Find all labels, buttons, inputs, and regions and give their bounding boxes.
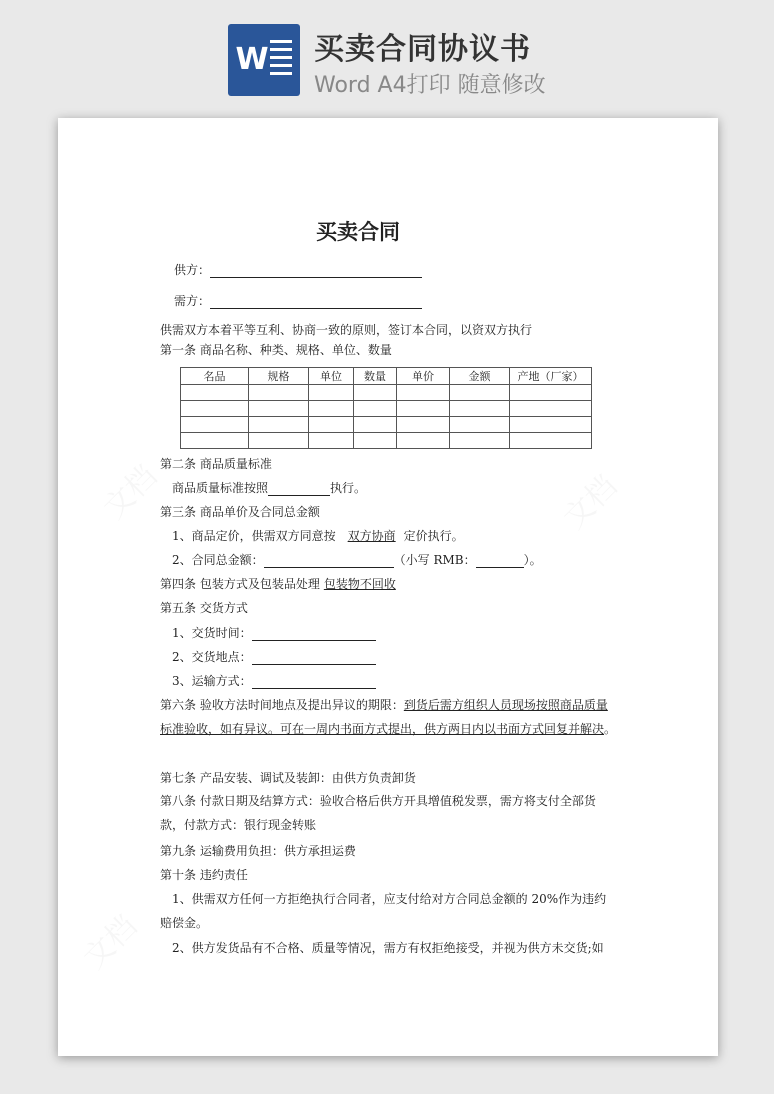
article-4 — [160, 576, 406, 592]
pricing-label: 1、商品定价，供需双方同意按 — [172, 529, 336, 543]
article-3-item-2 — [172, 552, 542, 568]
intro-text: 供需双方本着平等互利、协商一致的原则，签订本合同，以资双方执行 — [160, 323, 533, 337]
document-page — [58, 118, 718, 1056]
table-header: 单价 — [397, 368, 450, 385]
article-1: 第一条 商品名称、种类、规格、单位、数量 — [160, 343, 392, 357]
article-8: 第八条 付款日期及结算方式：验收合格后供方开具增值税发票，需方将支付全部货款，付款方式：银行现金转账 — [160, 794, 596, 832]
article-2: 第二条 商品质量标准 — [160, 457, 272, 471]
supplier-field[interactable] — [210, 264, 422, 278]
table-header: 名品 — [181, 368, 249, 385]
transport-line — [172, 673, 376, 689]
transport-field[interactable] — [252, 675, 376, 689]
inspection-value: 到货后需方组织人员现场按照商品质量标准验收，如有异议。可在一周内书面方式提出，供方两日内以书面方式回复并解决 — [160, 698, 608, 736]
delivery-place-label: 2、交货地点： — [172, 650, 252, 664]
banner-subtitle: Word A4打印 随意修改 — [314, 73, 546, 98]
delivery-time-line — [172, 625, 376, 641]
table-header: 金额 — [450, 368, 510, 385]
quality-standard-label: 商品质量标准按照 — [172, 481, 269, 495]
inspection-label: 第六条 验收方法时间地点及提出异议的期限： — [160, 698, 404, 712]
article-2-line — [172, 480, 366, 496]
table-header-row — [181, 368, 592, 385]
total-amount-field[interactable] — [264, 554, 394, 568]
delivery-place-field[interactable] — [252, 651, 376, 665]
packaging-label: 第四条 包装方式及包装品处理 — [160, 577, 320, 591]
table-row[interactable] — [181, 417, 592, 433]
table-header: 产地（厂家） — [510, 368, 592, 385]
buyer-field[interactable] — [210, 295, 422, 309]
rmb-field[interactable] — [476, 554, 524, 568]
table-row[interactable] — [181, 385, 592, 401]
delivery-place-line — [172, 649, 376, 665]
packaging-value[interactable]: 包装物不回收 — [323, 577, 396, 591]
delivery-time-label: 1、交货时间： — [172, 626, 252, 640]
quality-standard-suffix: 执行。 — [330, 481, 367, 495]
goods-table — [180, 367, 592, 449]
quality-standard-field[interactable] — [268, 482, 330, 496]
pricing-value[interactable]: 双方协商 — [347, 529, 396, 543]
transport-label: 3、运输方式： — [172, 674, 252, 688]
article-5: 第五条 交货方式 — [160, 601, 248, 615]
table-header: 单位 — [309, 368, 354, 385]
article-9: 第九条 运输费用负担：供方承担运费 — [160, 844, 356, 858]
buyer-label: 需方： — [174, 294, 211, 308]
supplier-line — [174, 262, 422, 278]
table-row[interactable] — [181, 401, 592, 417]
article-10: 第十条 违约责任 — [160, 868, 248, 882]
article-6: 第六条 验收方法时间地点及提出异议的期限：到货后需方组织人员现场按照商品质量标准验收，如有异议。可在一周内书面方式提出，供方两日内以书面方式回复并解决。 — [160, 698, 617, 736]
article-3: 第三条 商品单价及合同总金额 — [160, 505, 320, 519]
supplier-label: 供方： — [174, 263, 211, 277]
banner-title: 买卖合同协议书 — [314, 32, 531, 67]
article-3-item-1 — [172, 528, 464, 544]
total-amount-label: 2、合同总金额： — [172, 553, 264, 567]
word-icon — [228, 24, 300, 96]
article-10-item-1: 1、供需双方任何一方拒绝执行合同者，应支付给对方合同总金额的 20%作为违约赔偿金。 — [160, 892, 607, 930]
word-icon-letter: W — [235, 42, 269, 77]
document-banner — [0, 0, 774, 112]
delivery-time-field[interactable] — [252, 627, 376, 641]
rmb-suffix: ）。 — [523, 553, 542, 567]
table-header: 规格 — [249, 368, 309, 385]
article-10-item-2: 2、供方发货品有不合格、质量等情况，需方有权拒绝接受，并视为供方未交货;如 — [172, 941, 604, 955]
table-header: 数量 — [354, 368, 397, 385]
buyer-line — [174, 293, 422, 309]
table-row[interactable] — [181, 433, 592, 449]
contract-title: 买卖合同 — [316, 220, 400, 244]
article-7: 第七条 产品安装、调试及装卸：由供方负责卸货 — [160, 771, 416, 785]
rmb-label: （小写 RMB： — [393, 553, 476, 567]
pricing-suffix: 定价执行。 — [403, 529, 464, 543]
